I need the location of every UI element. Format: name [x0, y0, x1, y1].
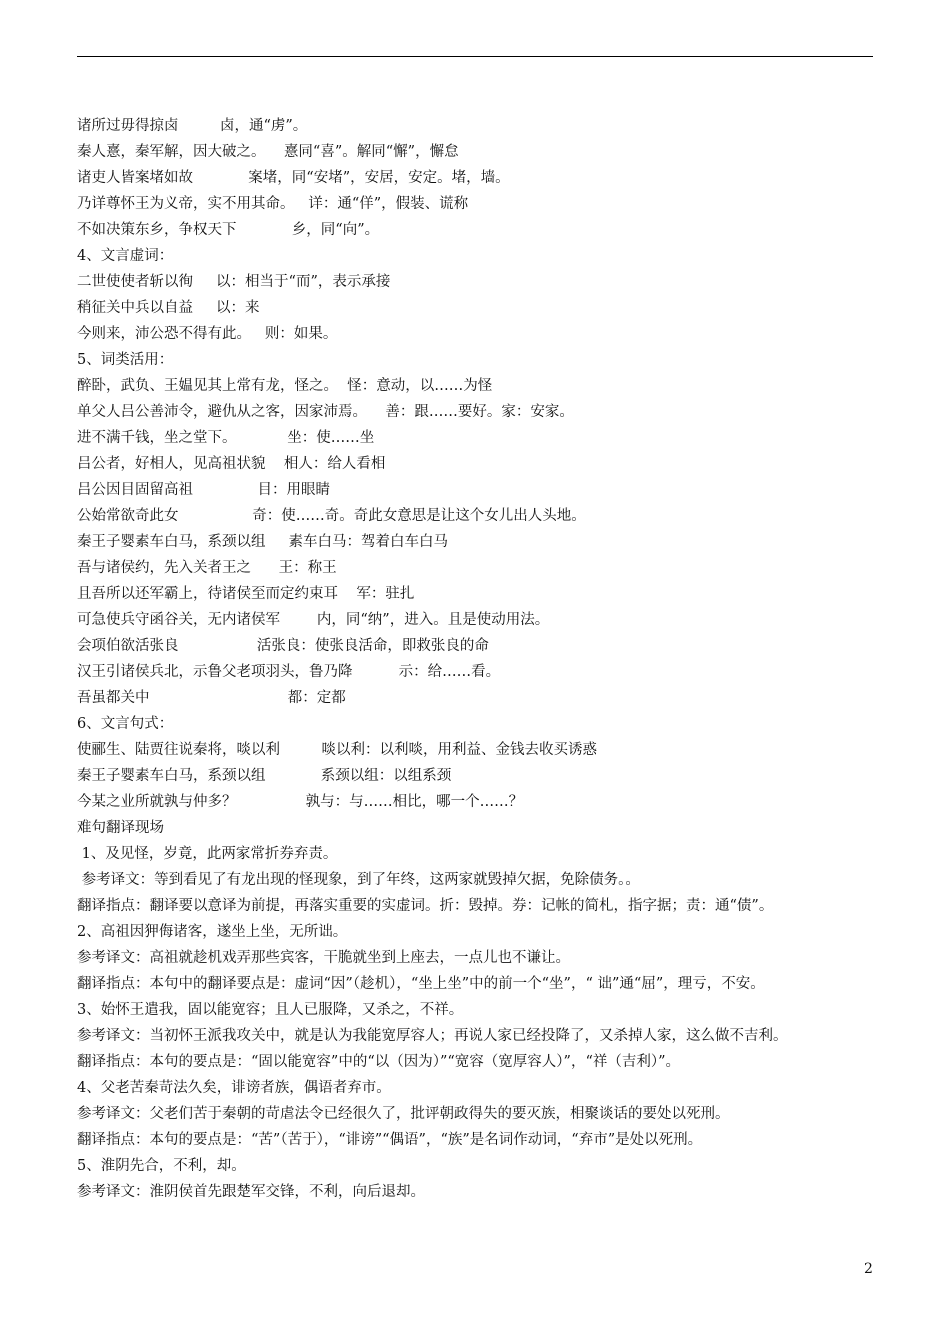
text-line: 公始常欲奇此女 奇：使……奇。奇此女意思是让这个女儿出人头地。 — [77, 508, 586, 524]
section-heading: 4、文言虚词： — [77, 248, 174, 264]
text-line: 2、高祖因狎侮诸客，遂坐上坐，无所诎。 — [77, 924, 348, 940]
text-line: 参考译文：淮阴侯首先跟楚军交锋，不利，向后退却。 — [77, 1184, 425, 1200]
text-line: 今某之业所就孰与仲多？ 孰与：与……相比，哪一个……？ — [77, 794, 524, 810]
text-line: 翻译指点：本句中的翻译要点是：虚词“因”（趁机），“坐上坐”中的前一个“坐”，“ 诎”通“屈”，理亏，不安。 — [77, 976, 765, 992]
text-line: 3、始怀王遣我，固以能宽容；且人已服降，又杀之，不祥。 — [77, 1002, 464, 1018]
text-line: 单父人吕公善沛令，避仇从之客，因家沛焉。 善：跟……要好。家：安家。 — [77, 404, 574, 420]
text-line: 4、父老苦秦苛法久矣，诽谤者族，偶语者弃市。 — [77, 1080, 391, 1096]
text-line: 吕公者，好相人，见高祖状貌 相人：给人看相 — [77, 456, 386, 472]
text-line: 秦人憙，秦军解，因大破之。 憙同“喜”。解同“懈”，懈怠 — [77, 144, 459, 160]
text-line: 参考译文：等到看见了有龙出现的怪现象，到了年终，这两家就毁掉欠据，免除债务。。 — [77, 872, 640, 888]
text-line: 乃详尊怀王为义帝，实不用其命。 详：通“佯”，假装、谎称 — [77, 196, 469, 212]
text-line: 且吾所以还军霸上，待诸侯至而定约束耳 军：驻扎 — [77, 586, 415, 602]
document-body — [77, 113, 877, 1205]
text-line: 稍征关中兵以自益 以：来 — [77, 300, 260, 316]
text-line: 1、及见怪，岁竟，此两家常折券弃责。 — [77, 846, 338, 862]
text-line: 翻译指点：翻译要以意译为前提，再落实重要的实虚词。折：毁掉。券：记帐的简札，指字据；责：通“债”。 — [77, 898, 774, 914]
text-line: 5、淮阴先合，不利，却。 — [77, 1158, 246, 1174]
text-line: 可急使兵守函谷关，无内诸侯军 内，同“纳”，进入。且是使动用法。 — [77, 612, 550, 628]
text-line: 参考译文：当初怀王派我攻关中，就是认为我能宽厚容人；再说人家已经投降了，又杀掉人家，这么做不吉利。 — [77, 1028, 788, 1044]
text-line: 秦王子婴素车白马，系颈以组 系颈以组：以组系颈 — [77, 768, 452, 784]
text-line: 诸所过毋得掠卤 卤，通“虏”。 — [77, 118, 308, 134]
text-line: 使郦生、陆贾往说秦将，啖以利 啖以利：以利啖，用利益、金钱去收买诱惑 — [77, 742, 597, 758]
text-line: 不如决策东乡，争权天下 乡，同“向”。 — [77, 222, 380, 238]
text-line: 二世使使者斩以徇 以：相当于“而”，表示承接 — [77, 274, 391, 290]
text-line: 翻译指点：本句的要点是：“苦”（苦于），“诽谤”“偶语”，“族”是名词作动词，“弃市”是处以死刑。 — [77, 1132, 703, 1148]
text-line: 吾与诸侯约，先入关者王之 王：称王 — [77, 560, 337, 576]
section-heading: 5、词类活用： — [77, 352, 174, 368]
text-line: 会项伯欲活张良 活张良：使张良活命，即救张良的命 — [77, 638, 489, 654]
section-heading: 难句翻译现场 — [77, 820, 164, 836]
text-line: 参考译文：父老们苦于秦朝的苛虐法令已经很久了，批评朝政得失的要灭族，相聚谈话的要处以死刑。 — [77, 1106, 730, 1122]
text-line: 诸吏人皆案堵如故 案堵，同“安堵”，安居，安定。堵，墙。 — [77, 170, 510, 186]
header-rule — [77, 56, 873, 57]
text-line: 吾虽都关中 都：定都 — [77, 690, 346, 706]
text-line: 秦王子婴素车白马，系颈以组 素车白马：驾着白车白马 — [77, 534, 449, 550]
text-line: 翻译指点：本句的要点是：“固以能宽容”中的“以（因为）”“宽容（宽厚容人）”，“祥（吉利）”。 — [77, 1054, 681, 1070]
page-number: 2 — [864, 1261, 873, 1277]
text-line: 进不满千钱，坐之堂下。 坐：使……坐 — [77, 430, 375, 446]
text-line: 醉卧，武负、王媪见其上常有龙，怪之。 怪：意动，以……为怪 — [77, 378, 493, 394]
section-heading: 6、文言句式： — [77, 716, 174, 732]
text-line: 吕公因目固留高祖 目：用眼睛 — [77, 482, 331, 498]
text-line: 汉王引诸侯兵北，示鲁父老项羽头，鲁乃降 示：给……看。 — [77, 664, 501, 680]
text-line: 参考译文：高祖就趁机戏弄那些宾客，干脆就坐到上座去，一点儿也不谦让。 — [77, 950, 570, 966]
text-line: 今则来，沛公恐不得有此。 则：如果。 — [77, 326, 338, 342]
